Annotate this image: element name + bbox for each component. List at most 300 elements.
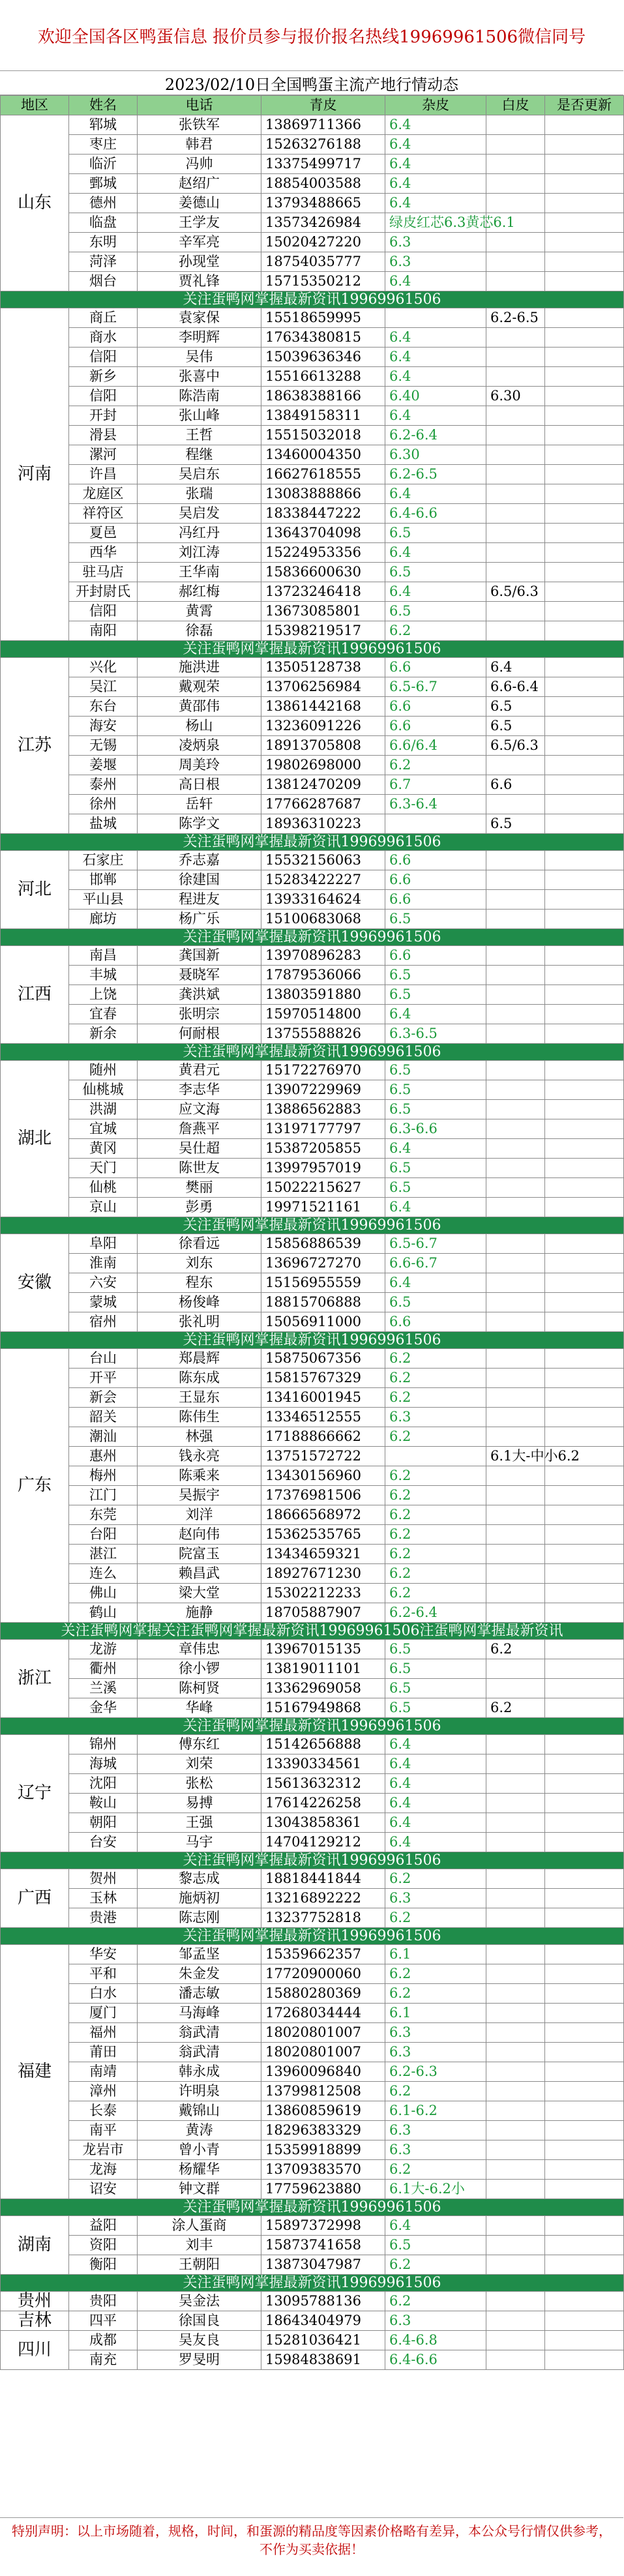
white-cell bbox=[545, 2292, 624, 2311]
mixed-cell bbox=[486, 2121, 545, 2140]
white-cell bbox=[545, 736, 624, 756]
table-row bbox=[1, 174, 624, 194]
promo-divider-row bbox=[1, 1852, 624, 1869]
phone-cell[interactable]: 15398219517 bbox=[261, 621, 385, 641]
green-cell: 6.5 bbox=[385, 1178, 486, 1198]
phone-cell[interactable]: 13755588826 bbox=[261, 1024, 385, 1044]
name-cell: 吴启发 bbox=[138, 504, 261, 524]
name-cell: 程东 bbox=[138, 1273, 261, 1293]
city-cell: 天门 bbox=[69, 1159, 138, 1178]
table-row bbox=[1, 2121, 624, 2140]
mixed-cell bbox=[486, 484, 545, 504]
table-row bbox=[1, 910, 624, 929]
mixed-cell bbox=[486, 2140, 545, 2160]
phone-cell[interactable]: 13043858361 bbox=[261, 1813, 385, 1833]
white-cell bbox=[545, 582, 624, 602]
name-cell: 吴启东 bbox=[138, 465, 261, 484]
phone-cell[interactable]: 15518659995 bbox=[261, 308, 385, 328]
phone-cell[interactable]: 18815706888 bbox=[261, 1293, 385, 1312]
white-cell bbox=[545, 910, 624, 929]
header-mixed-shell: 杂皮 bbox=[385, 96, 486, 115]
city-cell: 佛山 bbox=[69, 1584, 138, 1603]
phone-cell[interactable]: 13873047987 bbox=[261, 2255, 385, 2275]
promo-divider-text: 关注蛋鸭网掌握最新资讯19969961506 bbox=[1, 2199, 624, 2216]
table-row bbox=[1, 1640, 624, 1659]
phone-cell[interactable]: 15815767329 bbox=[261, 1369, 385, 1388]
phone-cell[interactable]: 13236091226 bbox=[261, 717, 385, 736]
mixed-cell: 6.5/6.3 bbox=[486, 582, 545, 602]
phone-cell[interactable]: 17614226258 bbox=[261, 1794, 385, 1813]
white-cell bbox=[545, 677, 624, 697]
phone-cell[interactable]: 15020427220 bbox=[261, 233, 385, 252]
phone-cell[interactable]: 13573426984 bbox=[261, 213, 385, 233]
phone-cell[interactable]: 13216892222 bbox=[261, 1889, 385, 1908]
phone-cell[interactable]: 15880280369 bbox=[261, 1984, 385, 2004]
price-table bbox=[0, 95, 624, 2370]
white-cell bbox=[545, 1679, 624, 1698]
phone-cell[interactable]: 15100683068 bbox=[261, 910, 385, 929]
mixed-cell bbox=[486, 1254, 545, 1273]
region-cell: 湖北 bbox=[1, 1061, 69, 1217]
white-cell bbox=[545, 1794, 624, 1813]
phone-cell[interactable]: 15613632312 bbox=[261, 1774, 385, 1794]
phone-cell[interactable]: 13803591880 bbox=[261, 985, 385, 1005]
green-cell: 6.4 bbox=[385, 155, 486, 174]
phone-cell[interactable]: 14704129212 bbox=[261, 1833, 385, 1852]
city-cell: 六安 bbox=[69, 1273, 138, 1293]
name-cell: 徐磊 bbox=[138, 621, 261, 641]
mixed-cell bbox=[486, 2082, 545, 2101]
phone-cell[interactable]: 18913705808 bbox=[261, 736, 385, 756]
mixed-cell bbox=[486, 1369, 545, 1388]
phone-cell[interactable]: 13430156960 bbox=[261, 1466, 385, 1486]
white-cell bbox=[545, 194, 624, 213]
green-cell: 6.5 bbox=[385, 1659, 486, 1679]
phone-cell[interactable]: 18296383329 bbox=[261, 2121, 385, 2140]
mixed-cell bbox=[486, 465, 545, 484]
phone-cell[interactable]: 13970896283 bbox=[261, 946, 385, 966]
green-cell: 6.4 bbox=[385, 272, 486, 291]
mixed-cell bbox=[486, 155, 545, 174]
white-cell bbox=[545, 756, 624, 775]
table-row bbox=[1, 870, 624, 890]
table-row bbox=[1, 1774, 624, 1794]
white-cell bbox=[545, 966, 624, 985]
phone-cell[interactable]: 18020801007 bbox=[261, 2023, 385, 2043]
green-cell: 6.2-6.4 bbox=[385, 426, 486, 445]
phone-cell[interactable]: 13673085801 bbox=[261, 602, 385, 621]
white-cell bbox=[545, 1273, 624, 1293]
white-cell bbox=[545, 2004, 624, 2023]
phone-cell[interactable]: 16627618555 bbox=[261, 465, 385, 484]
white-cell bbox=[545, 1005, 624, 1024]
phone-cell[interactable]: 13967015135 bbox=[261, 1640, 385, 1659]
name-cell: 黄涛 bbox=[138, 2121, 261, 2140]
mixed-cell bbox=[486, 1984, 545, 2004]
mixed-cell bbox=[486, 1178, 545, 1198]
city-cell: 东莞 bbox=[69, 1505, 138, 1525]
phone-cell[interactable]: 13709383570 bbox=[261, 2160, 385, 2180]
city-cell: 龙海 bbox=[69, 2160, 138, 2180]
table-row bbox=[1, 194, 624, 213]
header-updated: 是否更新 bbox=[545, 96, 624, 115]
city-cell: 东台 bbox=[69, 697, 138, 717]
phone-cell[interactable]: 13434659321 bbox=[261, 1545, 385, 1564]
name-cell: 何耐根 bbox=[138, 1024, 261, 1044]
mixed-cell bbox=[486, 966, 545, 985]
mixed-cell bbox=[486, 445, 545, 465]
phone-cell[interactable]: 18638388166 bbox=[261, 387, 385, 406]
region-cell: 四川 bbox=[1, 2331, 69, 2370]
city-cell: 福州 bbox=[69, 2023, 138, 2043]
name-cell: 易搏 bbox=[138, 1794, 261, 1813]
phone-cell[interactable]: 15387205855 bbox=[261, 1139, 385, 1159]
phone-cell[interactable]: 15359662357 bbox=[261, 1945, 385, 1964]
green-cell: 6.40 bbox=[385, 387, 486, 406]
table-row bbox=[1, 1234, 624, 1254]
green-cell: 6.4 bbox=[385, 348, 486, 367]
table-row bbox=[1, 1945, 624, 1964]
white-cell bbox=[545, 328, 624, 348]
city-cell: 南阳 bbox=[69, 621, 138, 641]
table-row bbox=[1, 1349, 624, 1369]
mixed-cell bbox=[486, 1813, 545, 1833]
phone-cell[interactable]: 17188866662 bbox=[261, 1427, 385, 1447]
mixed-cell bbox=[486, 756, 545, 775]
city-cell: 鄄城 bbox=[69, 174, 138, 194]
table-row bbox=[1, 1545, 624, 1564]
city-cell: 南靖 bbox=[69, 2062, 138, 2082]
table-row bbox=[1, 1964, 624, 1984]
phone-cell[interactable]: 15359918899 bbox=[261, 2140, 385, 2160]
promo-divider-row bbox=[1, 291, 624, 308]
header-region: 地区 bbox=[1, 96, 69, 115]
table-row bbox=[1, 2062, 624, 2082]
phone-cell[interactable]: 15167949868 bbox=[261, 1698, 385, 1718]
name-cell: 徐小锣 bbox=[138, 1659, 261, 1679]
city-cell: 仙桃城 bbox=[69, 1080, 138, 1100]
white-cell bbox=[545, 1388, 624, 1408]
phone-cell[interactable]: 17720900060 bbox=[261, 1964, 385, 1984]
phone-cell[interactable]: 13346512555 bbox=[261, 1408, 385, 1427]
name-cell: 张铁军 bbox=[138, 115, 261, 135]
city-cell: 台阳 bbox=[69, 1525, 138, 1545]
name-cell: 邹孟坚 bbox=[138, 1945, 261, 1964]
phone-cell[interactable]: 13861442168 bbox=[261, 697, 385, 717]
city-cell: 兴化 bbox=[69, 658, 138, 677]
phone-cell[interactable]: 17634380815 bbox=[261, 328, 385, 348]
city-cell: 诏安 bbox=[69, 2180, 138, 2199]
green-cell: 6.5 bbox=[385, 966, 486, 985]
table-header-row bbox=[1, 96, 624, 115]
phone-cell[interactable]: 13793488665 bbox=[261, 194, 385, 213]
green-cell: 6.6-6.7 bbox=[385, 1254, 486, 1273]
name-cell: 吴伟 bbox=[138, 348, 261, 367]
city-cell: 临沂 bbox=[69, 155, 138, 174]
phone-cell[interactable]: 18818441844 bbox=[261, 1869, 385, 1889]
phone-cell[interactable]: 15984838691 bbox=[261, 2350, 385, 2370]
white-cell bbox=[545, 1908, 624, 1928]
name-cell: 樊丽 bbox=[138, 1178, 261, 1198]
mixed-cell bbox=[486, 1908, 545, 1928]
name-cell: 施洪进 bbox=[138, 658, 261, 677]
phone-cell[interactable]: 15516613288 bbox=[261, 367, 385, 387]
table-row bbox=[1, 1698, 624, 1718]
name-cell: 施静 bbox=[138, 1603, 261, 1623]
mixed-cell bbox=[486, 1234, 545, 1254]
green-cell: 6.2 bbox=[385, 1869, 486, 1889]
phone-cell[interactable]: 17376981506 bbox=[261, 1486, 385, 1505]
phone-cell[interactable]: 18020801007 bbox=[261, 2043, 385, 2062]
green-cell: 6.2 bbox=[385, 1486, 486, 1505]
city-cell: 江门 bbox=[69, 1486, 138, 1505]
city-cell: 淮南 bbox=[69, 1254, 138, 1273]
phone-cell[interactable]: 15970514800 bbox=[261, 1005, 385, 1024]
phone-cell[interactable]: 13869711366 bbox=[261, 115, 385, 135]
name-cell: 梁大堂 bbox=[138, 1584, 261, 1603]
name-cell: 吴振宇 bbox=[138, 1486, 261, 1505]
table-row bbox=[1, 1427, 624, 1447]
name-cell: 马宇 bbox=[138, 1833, 261, 1852]
phone-cell[interactable]: 18936310223 bbox=[261, 814, 385, 834]
table-row bbox=[1, 2350, 624, 2370]
promo-divider-text: 关注蛋鸭网掌握最新资讯19969961506 bbox=[1, 1332, 624, 1349]
phone-cell[interactable]: 15172276970 bbox=[261, 1061, 385, 1080]
phone-cell[interactable]: 17268034444 bbox=[261, 2004, 385, 2023]
phone-cell[interactable]: 13237752818 bbox=[261, 1908, 385, 1928]
phone-cell[interactable]: 13460004350 bbox=[261, 445, 385, 465]
city-cell: 烟台 bbox=[69, 272, 138, 291]
phone-cell[interactable]: 13933164624 bbox=[261, 890, 385, 910]
phone-cell[interactable]: 13362969058 bbox=[261, 1679, 385, 1698]
green-cell: 6.4-6.6 bbox=[385, 2350, 486, 2370]
white-cell bbox=[545, 484, 624, 504]
green-cell: 6.2-6.4 bbox=[385, 1603, 486, 1623]
white-cell bbox=[545, 1564, 624, 1584]
phone-cell[interactable]: 18338447222 bbox=[261, 504, 385, 524]
header-phone: 电话 bbox=[138, 96, 261, 115]
white-cell bbox=[545, 387, 624, 406]
mixed-cell bbox=[486, 2216, 545, 2236]
mixed-cell bbox=[486, 2101, 545, 2121]
city-cell: 开平 bbox=[69, 1369, 138, 1388]
mixed-cell bbox=[486, 543, 545, 563]
green-cell: 6.4 bbox=[385, 406, 486, 426]
mixed-cell bbox=[486, 1139, 545, 1159]
green-cell: 6.2 bbox=[385, 2082, 486, 2101]
mixed-cell bbox=[486, 1603, 545, 1623]
table-row bbox=[1, 1061, 624, 1080]
phone-cell[interactable]: 15875067356 bbox=[261, 1349, 385, 1369]
name-cell: 冯帅 bbox=[138, 155, 261, 174]
table-row bbox=[1, 1293, 624, 1312]
name-cell: 陈柯贤 bbox=[138, 1679, 261, 1698]
phone-cell[interactable]: 13907229969 bbox=[261, 1080, 385, 1100]
phone-cell[interactable]: 13375499717 bbox=[261, 155, 385, 174]
white-cell bbox=[545, 795, 624, 814]
city-cell: 莆田 bbox=[69, 2043, 138, 2062]
name-cell: 王朝阳 bbox=[138, 2255, 261, 2275]
name-cell: 刘丰 bbox=[138, 2236, 261, 2255]
phone-cell[interactable]: 17766287687 bbox=[261, 795, 385, 814]
mixed-cell bbox=[486, 1584, 545, 1603]
phone-cell[interactable]: 17759623880 bbox=[261, 2180, 385, 2199]
white-cell bbox=[545, 985, 624, 1005]
banner-hotline: 欢迎全国各区鸭蛋信息 报价员参与报价报名热线19969961506微信同号 bbox=[0, 0, 623, 71]
phone-cell[interactable]: 13706256984 bbox=[261, 677, 385, 697]
mixed-cell bbox=[486, 1525, 545, 1545]
phone-cell[interactable]: 15281036421 bbox=[261, 2331, 385, 2350]
table-row bbox=[1, 115, 624, 135]
green-cell: 6.2 bbox=[385, 1545, 486, 1564]
white-cell bbox=[545, 2180, 624, 2199]
phone-cell[interactable]: 13997957019 bbox=[261, 1159, 385, 1178]
mixed-cell: 6.6 bbox=[486, 775, 545, 795]
phone-cell[interactable]: 15532156063 bbox=[261, 851, 385, 870]
phone-cell[interactable]: 13643704098 bbox=[261, 524, 385, 543]
white-cell bbox=[545, 1833, 624, 1852]
name-cell: 黄霄 bbox=[138, 602, 261, 621]
green-cell: 6.4 bbox=[385, 1813, 486, 1833]
name-cell: 徐看远 bbox=[138, 1234, 261, 1254]
phone-cell[interactable]: 18754035777 bbox=[261, 252, 385, 272]
phone-cell[interactable]: 15873741658 bbox=[261, 2236, 385, 2255]
table-row bbox=[1, 1735, 624, 1754]
white-cell bbox=[545, 406, 624, 426]
white-cell bbox=[545, 1293, 624, 1312]
phone-cell[interactable]: 19971521161 bbox=[261, 1198, 385, 1217]
region-cell: 山东 bbox=[1, 115, 69, 291]
phone-cell[interactable]: 15224953356 bbox=[261, 543, 385, 563]
table-row bbox=[1, 966, 624, 985]
phone-cell[interactable]: 15362535765 bbox=[261, 1525, 385, 1545]
name-cell: 黄君元 bbox=[138, 1061, 261, 1080]
phone-cell[interactable]: 18705887907 bbox=[261, 1603, 385, 1623]
phone-cell[interactable]: 15022215627 bbox=[261, 1178, 385, 1198]
white-cell bbox=[545, 1754, 624, 1774]
promo-divider-text: 关注蛋鸭网掌握最新资讯19969961506 bbox=[1, 1217, 624, 1234]
name-cell: 韩永成 bbox=[138, 2062, 261, 2082]
green-cell: 绿皮红芯6.3黄芯6.1 bbox=[385, 213, 486, 233]
phone-cell[interactable]: 13390334561 bbox=[261, 1754, 385, 1774]
city-cell: 惠州 bbox=[69, 1447, 138, 1466]
phone-cell[interactable]: 15039636346 bbox=[261, 348, 385, 367]
phone-cell[interactable]: 15263276188 bbox=[261, 135, 385, 155]
white-cell bbox=[545, 1254, 624, 1273]
green-cell: 6.5 bbox=[385, 1293, 486, 1312]
phone-cell[interactable]: 13751572722 bbox=[261, 1447, 385, 1466]
table-row bbox=[1, 426, 624, 445]
city-cell: 泰州 bbox=[69, 775, 138, 795]
phone-cell[interactable]: 13696727270 bbox=[261, 1254, 385, 1273]
phone-cell[interactable]: 13505128738 bbox=[261, 658, 385, 677]
city-cell: 长泰 bbox=[69, 2101, 138, 2121]
phone-cell[interactable]: 15156955559 bbox=[261, 1273, 385, 1293]
green-cell: 6.5-6.7 bbox=[385, 1234, 486, 1254]
table-body bbox=[1, 115, 624, 2370]
table-row bbox=[1, 1603, 624, 1623]
green-cell: 6.2 bbox=[385, 1427, 486, 1447]
city-cell: 锦州 bbox=[69, 1735, 138, 1754]
white-cell bbox=[545, 2082, 624, 2101]
phone-cell[interactable]: 13416001945 bbox=[261, 1388, 385, 1408]
city-cell: 黄冈 bbox=[69, 1139, 138, 1159]
city-cell: 华安 bbox=[69, 1945, 138, 1964]
phone-cell[interactable]: 18854003588 bbox=[261, 174, 385, 194]
phone-cell[interactable]: 13819011101 bbox=[261, 1659, 385, 1679]
phone-cell[interactable]: 19802698000 bbox=[261, 756, 385, 775]
phone-cell[interactable]: 13886562883 bbox=[261, 1100, 385, 1119]
name-cell: 翁武清 bbox=[138, 2023, 261, 2043]
city-cell: 新乡 bbox=[69, 367, 138, 387]
mixed-cell bbox=[486, 1833, 545, 1852]
mixed-cell bbox=[486, 2004, 545, 2023]
phone-cell[interactable]: 13197177797 bbox=[261, 1119, 385, 1139]
phone-cell[interactable]: 18666568972 bbox=[261, 1505, 385, 1525]
region-cell: 浙江 bbox=[1, 1640, 69, 1718]
green-cell bbox=[385, 814, 486, 834]
table-row bbox=[1, 2043, 624, 2062]
phone-cell[interactable]: 15856886539 bbox=[261, 1234, 385, 1254]
phone-cell[interactable]: 17879536066 bbox=[261, 966, 385, 985]
white-cell bbox=[545, 602, 624, 621]
mixed-cell bbox=[486, 348, 545, 367]
phone-cell[interactable]: 13812470209 bbox=[261, 775, 385, 795]
phone-cell[interactable]: 18927671230 bbox=[261, 1564, 385, 1584]
phone-cell[interactable]: 13095788136 bbox=[261, 2292, 385, 2311]
phone-cell[interactable]: 13860859619 bbox=[261, 2101, 385, 2121]
white-cell bbox=[545, 465, 624, 484]
phone-cell[interactable]: 15142656888 bbox=[261, 1735, 385, 1754]
phone-cell[interactable]: 15836600630 bbox=[261, 563, 385, 582]
phone-cell[interactable]: 15283422227 bbox=[261, 870, 385, 890]
phone-cell[interactable]: 15515032018 bbox=[261, 426, 385, 445]
phone-cell[interactable]: 13849158311 bbox=[261, 406, 385, 426]
phone-cell[interactable]: 15302212233 bbox=[261, 1584, 385, 1603]
table-row bbox=[1, 2331, 624, 2350]
table-row bbox=[1, 1564, 624, 1584]
phone-cell[interactable]: 13799812508 bbox=[261, 2082, 385, 2101]
green-cell: 6.2-6.5 bbox=[385, 465, 486, 484]
table-row bbox=[1, 1005, 624, 1024]
phone-cell[interactable]: 13083888866 bbox=[261, 484, 385, 504]
name-cell: 王学友 bbox=[138, 213, 261, 233]
mixed-cell bbox=[486, 194, 545, 213]
green-cell: 6.6 bbox=[385, 717, 486, 736]
white-cell bbox=[545, 1984, 624, 2004]
city-cell: 衡阳 bbox=[69, 2255, 138, 2275]
green-cell: 6.2 bbox=[385, 1505, 486, 1525]
promo-divider-text: 关注蛋鸭网掌握最新资讯19969961506 bbox=[1, 1044, 624, 1061]
green-cell: 6.3-6.4 bbox=[385, 795, 486, 814]
phone-cell[interactable]: 13960096840 bbox=[261, 2062, 385, 2082]
phone-cell[interactable]: 18643404979 bbox=[261, 2311, 385, 2331]
mixed-cell bbox=[486, 1388, 545, 1408]
green-cell: 6.4 bbox=[385, 135, 486, 155]
mixed-cell bbox=[486, 1024, 545, 1044]
name-cell: 袁家保 bbox=[138, 308, 261, 328]
mixed-cell bbox=[486, 2311, 545, 2331]
phone-cell[interactable]: 15715350212 bbox=[261, 272, 385, 291]
table-row bbox=[1, 2004, 624, 2023]
phone-cell[interactable]: 13723246418 bbox=[261, 582, 385, 602]
name-cell: 郝红梅 bbox=[138, 582, 261, 602]
phone-cell[interactable]: 15897372998 bbox=[261, 2216, 385, 2236]
green-cell: 6.4 bbox=[385, 1794, 486, 1813]
phone-cell[interactable]: 15056911000 bbox=[261, 1312, 385, 1332]
city-cell: 平山县 bbox=[69, 890, 138, 910]
mixed-cell bbox=[486, 1100, 545, 1119]
